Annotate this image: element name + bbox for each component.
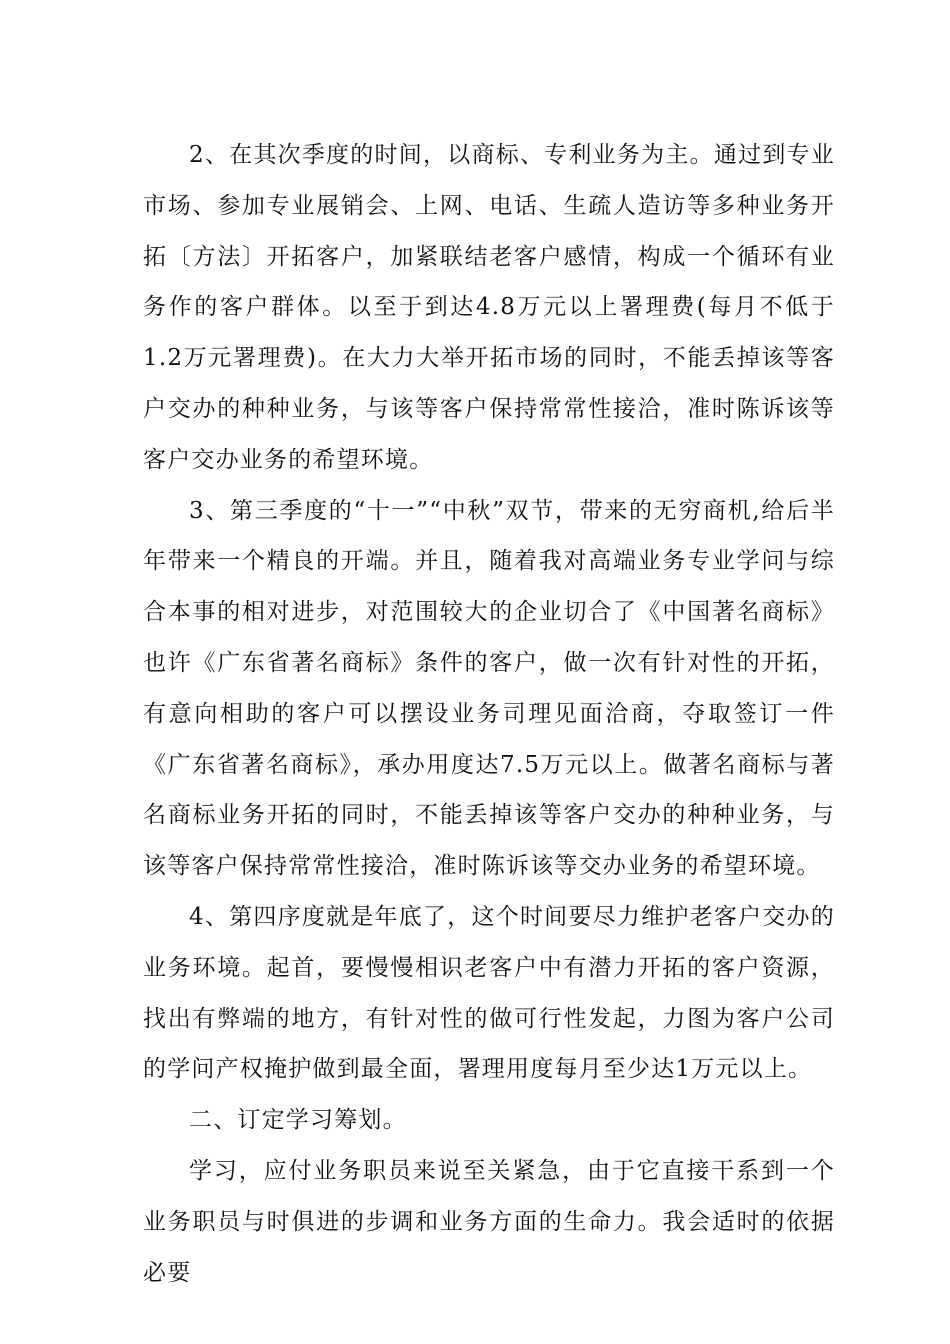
paragraph-q4-plan: 4、第四序度就是年底了，这个时间要尽力维护老客户交办的业务环境。起首，要慢慢相识老客户中有潜力开拓的客户资源，找出有弊端的地方，有针对性的做可行性发起，力图为客户公司的学问产权掩护做到最全面，署理用度每月至少达1万元以上。 — [143, 903, 835, 1083]
section-heading-study-plan: 二、订定学习筹划。 — [189, 1107, 407, 1134]
paragraph-q2-plan: 2、在其次季度的时间，以商标、专利业务为主。通过到专业市场、参加专业展销会、上网、电话、生疏人造访等多种业务开拓〔方法〕开拓客户，加紧联结老客户感情，构成一个循环有业务作的客户群体。以至于到达4.8万元以上署理费(每月不低于1.2万元署理费)。在大力大举开拓市场的同时，不能丢掉该等客户交办的种种业务，与该等客户保持常常性接洽，准时陈诉该等客户交办业务的希望环境。 — [143, 142, 835, 473]
paragraph-q3-plan: 3、第三季度的“十一”“中秋”双节，带来的无穷商机,给后半年带来一个精良的开端。并且，随着我对高端业务专业学问与综合本事的相对进步，对范围较大的企业切合了《中国著名商标》也许《广东省著名商标》条件的客户，做一次有针对性的开拓，有意向相助的客户可以摆设业务司理见面洽商，夺取签订一件《广东省著名商标》，承办用度达7.5万元以上。做著名商标与著名商标业务开拓的同时，不能丢掉该等客户交办的种种业务，与该等客户保持常常性接洽，准时陈诉该等交办业务的希望环境。 — [143, 497, 835, 880]
paragraph-study: 学习，应付业务职员来说至关紧急，由于它直接干系到一个业务职员与时俱进的步调和业务方面的生命力。我会适时的依据必要 — [143, 1157, 835, 1286]
document-body — [143, 130, 835, 1298]
